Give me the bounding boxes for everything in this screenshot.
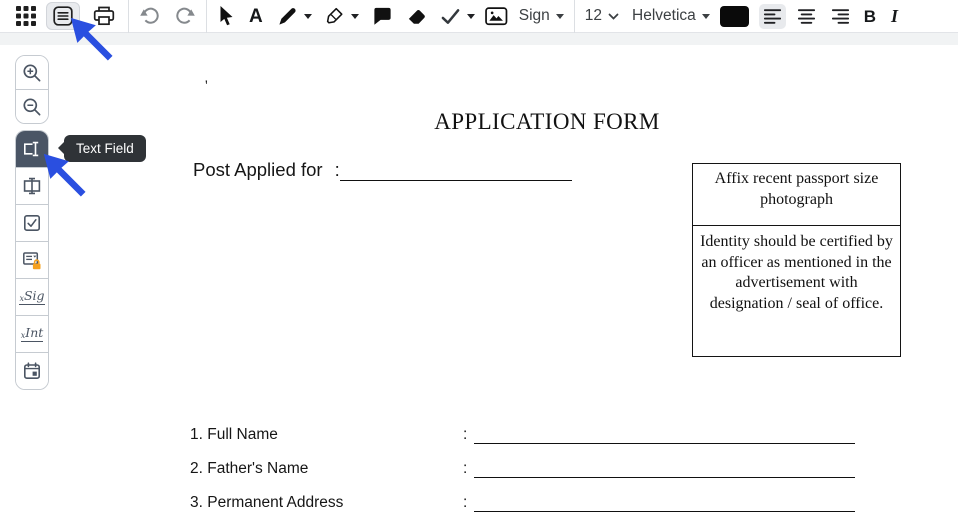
font-color-swatch [720,6,749,27]
font-color-button[interactable] [720,6,749,27]
checkbox-icon [22,213,42,233]
zoom-out-icon [22,97,42,117]
align-left-button[interactable] [759,4,786,29]
highlighter-tool-button[interactable] [324,6,359,27]
toolbar-separator [206,0,207,33]
post-applied-colon: : [334,159,340,180]
select-tool-button[interactable] [217,5,235,27]
eraser-tool-button[interactable] [406,6,427,27]
undo-icon [139,5,161,27]
chevron-down-icon[interactable] [467,14,475,19]
align-left-icon [764,9,781,24]
highlighter-icon [324,6,345,27]
eraser-icon [406,6,427,27]
text-box-icon [22,176,42,196]
image-tool-button[interactable] [485,7,508,26]
chevron-down-icon [556,14,564,19]
undo-button[interactable] [139,5,161,27]
initials-tool-button[interactable] [16,315,48,352]
field-colon: : [463,460,468,477]
pen-icon [277,6,298,27]
font-family-select[interactable] [632,7,710,25]
sign-menu-button[interactable] [519,7,564,25]
field-label: 1. Full Name [190,426,278,443]
field-colon: : [463,494,468,511]
bold-button[interactable] [864,8,876,25]
date-tool-button[interactable] [16,352,48,389]
field-row-fathers-name [190,460,855,478]
comment-icon [372,6,393,27]
toolbar-separator [574,0,575,33]
italic-button[interactable] [891,7,898,25]
field-blank-line[interactable] [474,494,855,512]
field-row-full-name [190,426,855,444]
post-applied-blank-line[interactable] [340,161,572,181]
image-icon [485,7,508,26]
chevron-down-icon [702,14,710,19]
field-blank-line[interactable] [474,426,855,444]
chevron-down-icon[interactable] [304,14,312,19]
zoom-in-button[interactable] [16,56,48,89]
toolbar-separator [128,0,129,33]
text-field-icon [22,139,42,159]
photo-box [692,163,901,357]
align-right-icon [832,9,849,24]
font-size-select[interactable] [585,7,619,25]
signature-icon: xSig [19,289,44,305]
text-tool-button[interactable] [249,7,263,26]
field-label: 2. Father's Name [190,460,309,477]
redo-button[interactable] [174,5,196,27]
font-size-value: 12 [584,7,603,24]
align-right-button[interactable] [827,4,854,29]
font-family-value: Helvetica [632,7,696,24]
pointer-arrow-forms-button [68,16,120,66]
document-title: APPLICATION FORM [434,109,660,134]
pointer-arrow-text-field-tool [42,152,92,202]
cursor-icon [217,5,235,27]
pen-tool-button[interactable] [277,6,312,27]
dropdown-locked-icon [22,250,43,270]
bold-icon: B [863,6,877,26]
field-blank-line[interactable] [474,460,855,478]
chevron-down-icon[interactable] [351,14,359,19]
top-toolbar [0,0,958,33]
check-icon [440,6,461,27]
field-colon: : [463,426,468,443]
photo-box-bottom-text: Identity should be certified by an officer as mentioned in the advertisement with designation / seal of office. [700,233,893,312]
comment-tool-button[interactable] [372,6,393,27]
photo-box-top-text: Affix recent passport size photograph [693,164,900,226]
check-tool-button[interactable] [440,6,475,27]
dropdown-tool-button[interactable] [16,241,48,278]
text-field-tooltip: Text Field [64,135,146,162]
chevron-down-icon [608,13,619,20]
signature-tool-button[interactable] [16,278,48,315]
sign-label: Sign [518,7,550,24]
zoom-out-button[interactable] [16,89,48,123]
field-row-permanent-address [190,494,855,512]
italic-icon: I [891,6,899,26]
checkbox-tool-button[interactable] [16,204,48,241]
date-icon [22,361,42,381]
align-center-icon [798,9,815,24]
redo-icon [174,5,196,27]
field-label: 3. Permanent Address [190,494,344,511]
post-applied-label: Post Applied for [193,159,323,180]
post-applied-row [193,159,572,181]
grid-menu-button[interactable] [16,6,36,26]
text-icon: A [249,5,263,27]
align-center-button[interactable] [793,4,820,29]
grid-icon [16,6,36,26]
viewer-background-strip [0,33,958,45]
document-page [0,45,958,525]
zoom-in-icon [22,63,42,83]
initials-icon: xInt [21,326,44,342]
zoom-tool-group [15,55,49,124]
stray-mark: ' [205,78,208,94]
